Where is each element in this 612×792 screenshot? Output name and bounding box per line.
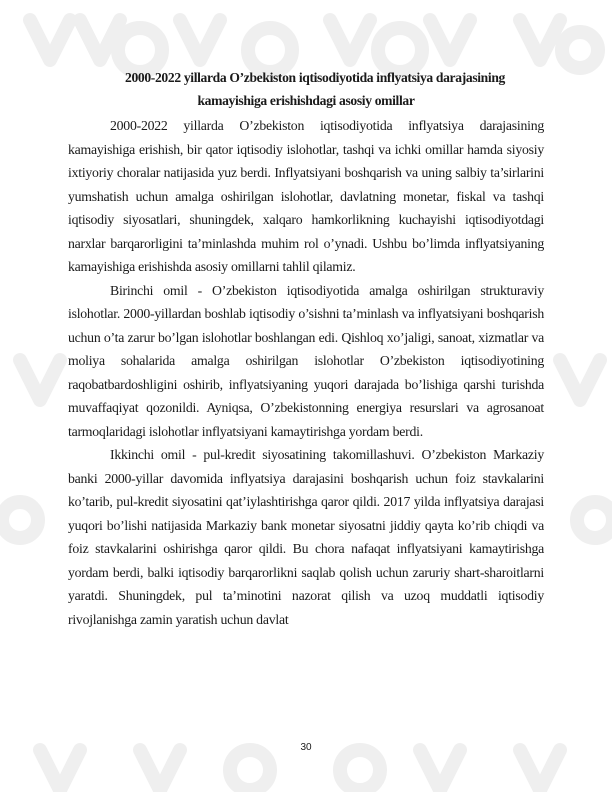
section-title: [68, 66, 544, 112]
paragraph-intro: 2000-2022 yillarda O’zbekiston iqtisodiyotida inflyatsiya darajasining kamayishiga erishish, bir qator iqtisodiy islohotlar, tashqi va ichki omillar hamda siyosiy ixtiyoriy choralar natijasida yuz berdi. Inflyatsiyani boshqarish va uning salbiy ta’sirlarini yumshatish uchun amalga oshirilgan islohotlar, davlatning monetar, fiskal va tashqi iqtisodiy siyosatlari, shuningdek, xalqaro hamkorlikning kuchayishi iqtisodiyotdagi narxlar barqarorligini ta’minlashda muhim rol o’ynadi. Ushbu bo’limda inflyatsiyaning kamayishiga erishishda asosiy omillarni tahlil qilamiz.: [68, 118, 544, 274]
document-body: [68, 66, 544, 631]
paragraph-second-factor: Ikkinchi omil - pul-kredit siyosatining takomillashuvi. O’zbekiston Markaziy banki 2000-yillar davomida inflyatsiya darajasini boshqarish uchun foiz stavkalarini ko’tarib, pul-kredit siyosatini qat’iylashtirishga qaror qildi. 2017 yilda inflyatsiya darajasi yuqori bo’lishi natijasida Markaziy bank monetar siyosatni jiddiy qayta ko’rib chiqdi va foiz stavkalarini oshirishga qaror qildi. Bu chora nafaqat inflyatsiyani kamaytirishga yordam berdi, balki iqtisodiy barqarorlikni saqlab qolish uchun zaruriy shart-sharoitlarni yaratdi. Shuningdek, pul ta’minotini nazorat qilish va uzoq muddatli iqtisodiy rivojlanishga zamin yaratish uchun davlat: [68, 447, 544, 627]
section-title-line-2: kamayishiga erishishdagi asosiy omillar: [197, 93, 415, 108]
page-number: 30: [300, 742, 312, 753]
section-title-line-1: 2000-2022 yillarda O’zbekiston iqtisodiyotida inflyatsiya darajasining: [125, 70, 505, 85]
paragraph-first-factor: Birinchi omil - O’zbekiston iqtisodiyotida amalga oshirilgan strukturaviy islohotlar. 2000-yillardan boshlab iqtisodiy o’sishni ta’minlash va inflyatsiyani boshqarish uchun o’ta zarur bo’lgan islohotlar boshlangan edi. Qishloq xo’jaligi, sanoat, xizmatlar va moliya sohalarida amalga oshirilgan islohotlar O’zbekiston iqtisodiyotining raqobatbardoshligini oshirib, inflyatsiyaning yuqori darajada bo’lishiga qarshi turishda muvaffaqiyat qozonildi. Ayniqsa, O’zbekistonning energiya resurslari va agrosanoat tarmoqlaridagi islohotlar inflyatsiyani kamaytirishga yordam berdi.: [68, 282, 544, 439]
